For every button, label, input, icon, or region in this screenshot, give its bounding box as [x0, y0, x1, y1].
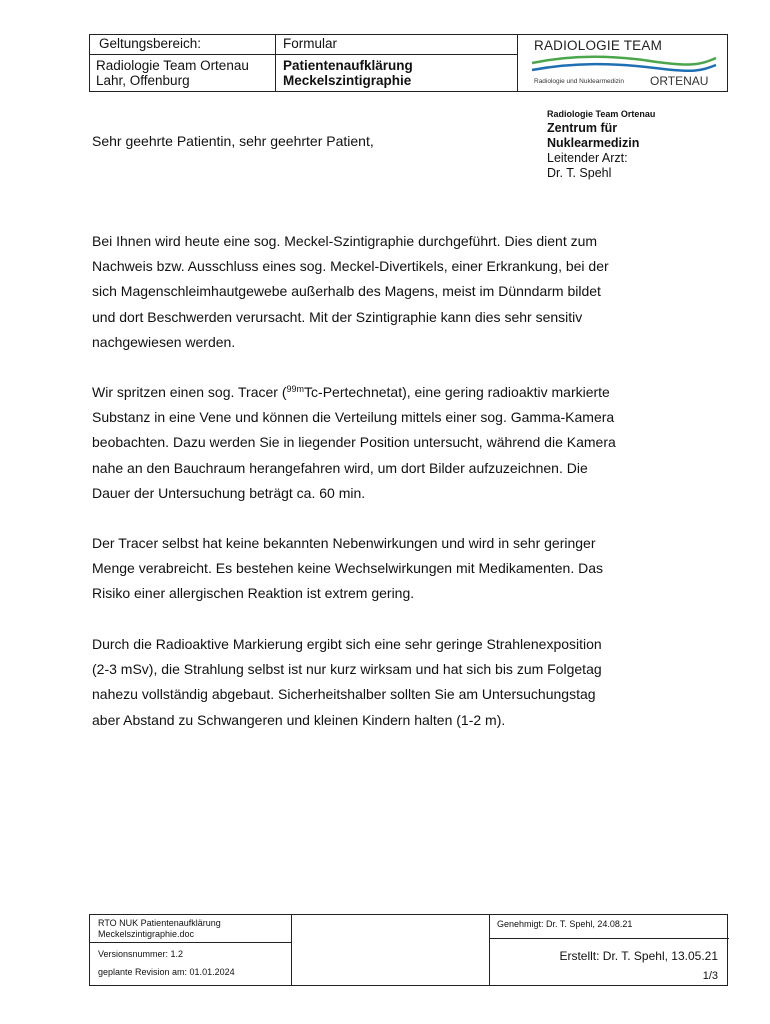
paragraph-2	[92, 380, 732, 506]
paragraph-4	[92, 632, 732, 733]
approved-by: Genehmigt: Dr. T. Spehl, 24.08.21	[497, 919, 633, 929]
center-role: Leitender Arzt:	[547, 151, 628, 165]
paragraph-line: Dauer der Untersuchung beträgt ca. 60 min.	[92, 484, 366, 501]
footer-row-divider	[489, 938, 729, 939]
paragraph-line: beobachten. Dazu werden Sie in liegender Position untersucht, während die Kamera	[92, 434, 616, 451]
version-number: Versionsnummer: 1.2	[98, 949, 184, 959]
paragraph-line: aber Abstand zu Schwangeren und kleinen Kindern halten (1-2 m).	[92, 711, 506, 728]
paragraph-line: Der Tracer selbst hat keine bekannten Nebenwirkungen und wird in sehr geringer	[92, 535, 596, 551]
paragraph-line: sich Magenschleimhautgewebe außerhalb des Magens, meist im Dünndarm bildet	[92, 283, 601, 300]
header-table	[89, 34, 728, 92]
logo-region: ORTENAU	[650, 74, 709, 88]
logo-subtitle: Radiologie und Nuklearmedizin	[534, 78, 624, 85]
paragraph-line	[92, 380, 732, 405]
scope-value-line2: Lahr, Offenburg	[96, 73, 190, 88]
center-org: Radiologie Team Ortenau	[547, 109, 656, 119]
scope-value-line1: Radiologie Team Ortenau	[96, 58, 249, 73]
logo-title: RADIOLOGIE TEAM	[534, 38, 663, 53]
file-name-line1: RTO NUK Patientenaufklärung	[98, 918, 221, 928]
paragraph-line: nahezu vollständig abgebaut. Sicherheitshalber sollten Sie am Untersuchungstag	[92, 686, 596, 703]
center-doctor: Dr. T. Spehl	[547, 166, 612, 180]
doc-type: Formular	[283, 36, 338, 51]
isotope-superscript: 99m	[286, 384, 305, 394]
center-name-line2: Nuklearmedizin	[547, 136, 640, 150]
center-info	[547, 108, 655, 181]
paragraph-line: Menge verabreicht. Es bestehen keine Wechselwirkungen mit Medikamenten. Das	[92, 560, 603, 577]
paragraph-line: nahe an den Bauchraum herangefahren wird, um dort Bilder aufzuzeichnen. Die	[92, 459, 588, 476]
paragraph-line: Durch die Radioaktive Markierung ergibt sich eine sehr geringe Strahlenexposition	[92, 636, 602, 652]
paragraph-line: Risiko einer allergischen Reaktion ist extrem gering.	[92, 585, 415, 602]
footer-divider	[489, 915, 490, 985]
file-name-line2: Meckelszintigraphie.doc	[98, 929, 195, 939]
paragraph-line: (2-3 mSv), die Strahlung selbst ist nur kurz wirksam und hat sich bis zum Folgetag	[92, 661, 602, 678]
line-text: Wir spritzen einen sog. Tracer (	[92, 384, 287, 400]
header-divider	[517, 35, 518, 91]
paragraph-line: Nachweis bzw. Ausschluss eines sog. Meckel-Divertikels, einer Erkrankung, bei der	[92, 258, 609, 275]
greeting: Sehr geehrte Patientin, sehr geehrter Patient,	[92, 133, 374, 149]
paragraph-1	[92, 229, 732, 355]
footer-row-divider	[90, 942, 291, 943]
paragraph-line: und dort Beschwerden verursacht. Mit der Szintigraphie kann dies sehr sensitiv	[92, 308, 583, 325]
doc-title-line1: Patientenaufklärung	[283, 58, 413, 73]
paragraph-line: Bei Ihnen wird heute eine sog. Meckel-Szintigraphie durchgeführt. Dies dient zum	[92, 233, 598, 249]
doc-title-line2: Meckelszintigraphie	[283, 73, 412, 88]
center-name-line1: Zentrum für	[547, 121, 618, 135]
planned-revision: geplante Revision am: 01.01.2024	[98, 967, 235, 977]
logo-waves-icon	[530, 53, 720, 75]
paragraph-3	[92, 531, 732, 607]
header-divider	[275, 35, 276, 91]
paragraph-line: nachgewiesen werden.	[92, 333, 236, 350]
scope-label: Geltungsbereich:	[99, 36, 202, 51]
page-number: 1/3	[702, 970, 718, 982]
footer-divider	[291, 915, 292, 985]
footer-table	[89, 914, 728, 986]
header-row-divider	[90, 54, 517, 55]
created-by: Erstellt: Dr. T. Spehl, 13.05.21	[559, 949, 718, 963]
paragraph-line: Substanz in eine Vene und können die Verteilung mittels einer sog. Gamma-Kamera	[92, 409, 615, 426]
line-text: Tc-Pertechnetat), eine gering radioaktiv markierte	[304, 384, 610, 400]
